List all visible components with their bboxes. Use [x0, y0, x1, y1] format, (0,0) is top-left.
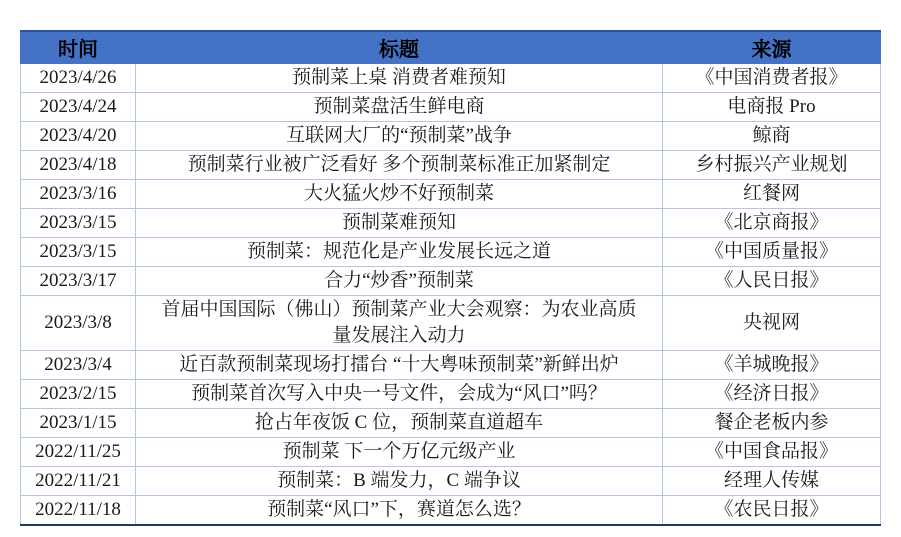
cell-date: 2023/3/4 — [21, 351, 136, 380]
cell-source: 乡村振兴产业规划 — [663, 151, 881, 180]
table-row — [21, 467, 881, 496]
cell-title: 预制菜 下一个万亿元级产业 — [136, 438, 663, 467]
cell-source: 红餐网 — [663, 180, 881, 209]
cell-title: 近百款预制菜现场打擂台 “十大粤味预制菜”新鲜出炉 — [136, 351, 663, 380]
table-row — [21, 93, 881, 122]
table-row — [21, 209, 881, 238]
cell-date: 2022/11/18 — [21, 496, 136, 526]
news-table-body — [21, 64, 881, 526]
cell-title: 预制菜行业被广泛看好 多个预制菜标准正加紧制定 — [136, 151, 663, 180]
table-row — [21, 64, 881, 93]
cell-title: 预制菜“风口”下，赛道怎么选？ — [136, 496, 663, 526]
cell-source: 《中国食品报》 — [663, 438, 881, 467]
table-row — [21, 409, 881, 438]
cell-date: 2023/4/26 — [21, 64, 136, 93]
cell-source: 电商报 Pro — [663, 93, 881, 122]
cell-date: 2022/11/21 — [21, 467, 136, 496]
table-row — [21, 380, 881, 409]
cell-date: 2023/3/15 — [21, 238, 136, 267]
cell-title: 抢占年夜饭 C 位，预制菜直道超车 — [136, 409, 663, 438]
cell-title: 预制菜：规范化是产业发展长远之道 — [136, 238, 663, 267]
cell-source: 央视网 — [663, 296, 881, 351]
table-row — [21, 438, 881, 467]
cell-source: 《人民日报》 — [663, 267, 881, 296]
cell-title: 互联网大厂的“预制菜”战争 — [136, 122, 663, 151]
cell-date: 2023/4/24 — [21, 93, 136, 122]
cell-date: 2023/4/20 — [21, 122, 136, 151]
cell-date: 2023/3/17 — [21, 267, 136, 296]
cell-source: 经理人传媒 — [663, 467, 881, 496]
cell-date: 2023/1/15 — [21, 409, 136, 438]
news-table — [20, 30, 881, 526]
column-header-date: 时间 — [21, 31, 136, 64]
column-header-source: 来源 — [663, 31, 881, 64]
cell-date: 2022/11/25 — [21, 438, 136, 467]
cell-source: 《经济日报》 — [663, 380, 881, 409]
table-row — [21, 296, 881, 351]
cell-source: 《农民日报》 — [663, 496, 881, 526]
cell-date: 2023/3/8 — [21, 296, 136, 351]
cell-date: 2023/3/16 — [21, 180, 136, 209]
cell-date: 2023/2/15 — [21, 380, 136, 409]
cell-title: 预制菜首次写入中央一号文件，会成为“风口”吗？ — [136, 380, 663, 409]
cell-title: 预制菜盘活生鲜电商 — [136, 93, 663, 122]
cell-title: 首届中国国际（佛山）预制菜产业大会观察：为农业高质量发展注入动力 — [136, 296, 663, 351]
cell-title: 预制菜上桌 消费者难预知 — [136, 64, 663, 93]
header-row — [21, 31, 881, 64]
cell-source: 鲸商 — [663, 122, 881, 151]
table-row — [21, 496, 881, 526]
table-row — [21, 151, 881, 180]
cell-title: 预制菜难预知 — [136, 209, 663, 238]
cell-title: 合力“炒香”预制菜 — [136, 267, 663, 296]
cell-source: 《北京商报》 — [663, 209, 881, 238]
news-table-container — [20, 30, 880, 526]
cell-title: 大火猛火炒不好预制菜 — [136, 180, 663, 209]
table-row — [21, 122, 881, 151]
cell-source: 餐企老板内参 — [663, 409, 881, 438]
cell-source: 《羊城晚报》 — [663, 351, 881, 380]
cell-date: 2023/3/15 — [21, 209, 136, 238]
news-table-header — [21, 31, 881, 64]
table-row — [21, 267, 881, 296]
cell-date: 2023/4/18 — [21, 151, 136, 180]
table-row — [21, 351, 881, 380]
column-header-title: 标题 — [136, 31, 663, 64]
cell-title: 预制菜：B 端发力，C 端争议 — [136, 467, 663, 496]
table-row — [21, 238, 881, 267]
cell-source: 《中国质量报》 — [663, 238, 881, 267]
cell-source: 《中国消费者报》 — [663, 64, 881, 93]
table-row — [21, 180, 881, 209]
